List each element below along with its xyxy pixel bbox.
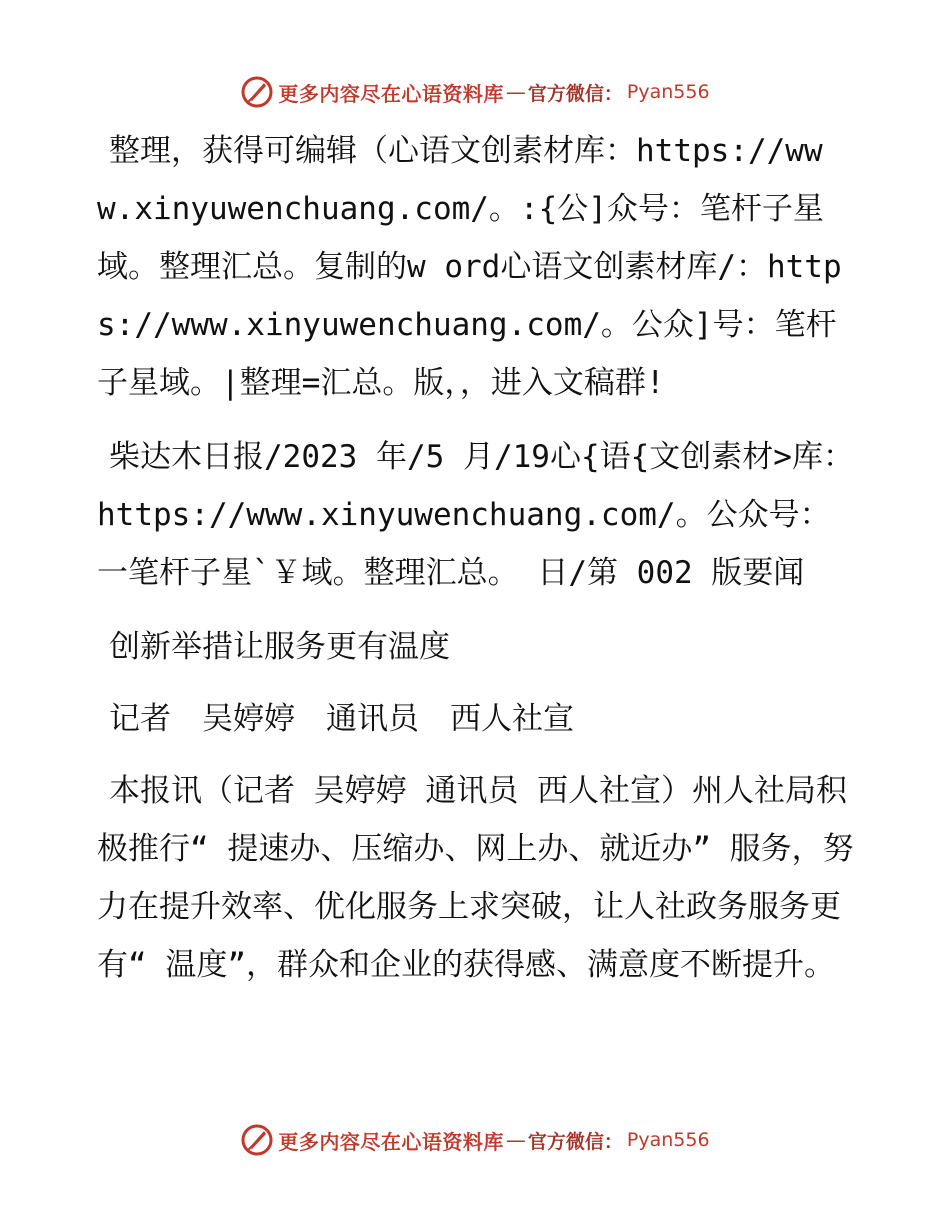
feather-pen-logo-icon bbox=[240, 1123, 274, 1157]
source-paragraph: 柴达木日报/2023 年/5 月/19心{语{文创素材>库：https://www.xinyuwenchuang.com/。公众号：一笔杆子星`￥域。整理汇总。 日/第 002 版要闻 bbox=[97, 439, 854, 591]
banner-separator: — bbox=[505, 1128, 526, 1152]
article-byline: 记者 吴婷婷 通讯员 西人社宣 bbox=[109, 701, 574, 737]
banner-separator: — bbox=[505, 80, 526, 104]
banner-wechat-id: Pyan556 bbox=[626, 81, 710, 103]
banner-wechat-id: Pyan556 bbox=[626, 1129, 710, 1151]
banner-text: 更多内容尽在心语资料库 bbox=[278, 81, 504, 106]
article-body-paragraph: 本报讯（记者 吴婷婷 通讯员 西人社宣）州人社局积极推行“ 提速办、压缩办、网上办、就近办” 服务，努力在提升效率、优化服务上求突破，让人社政务服务更有“ 温度”，群众和企业的获得感、满意度不断提升。 bbox=[97, 773, 854, 983]
banner-wechat-label: 官方微信： bbox=[527, 82, 623, 105]
header-banner bbox=[0, 72, 950, 112]
intro-paragraph: 整理，获得可编辑（心语文创素材库：https://www.xinyuwenchuang.com/。:{公]众号：笔杆子星域。整理汇总。复制的w ord心语文创素材库/：https://www.xinyuwenchuang.com/。公众]号：笔杆子星域。|整理=汇总。版，，进入文稿群! bbox=[97, 133, 842, 401]
footer-banner bbox=[0, 1120, 950, 1160]
banner-text: 更多内容尽在心语资料库 bbox=[278, 1129, 504, 1154]
article-headline: 创新举措让服务更有温度 bbox=[109, 629, 450, 665]
document-body bbox=[97, 122, 857, 1010]
banner-wechat-label: 官方微信： bbox=[527, 1130, 623, 1153]
feather-pen-logo-icon bbox=[240, 75, 274, 109]
